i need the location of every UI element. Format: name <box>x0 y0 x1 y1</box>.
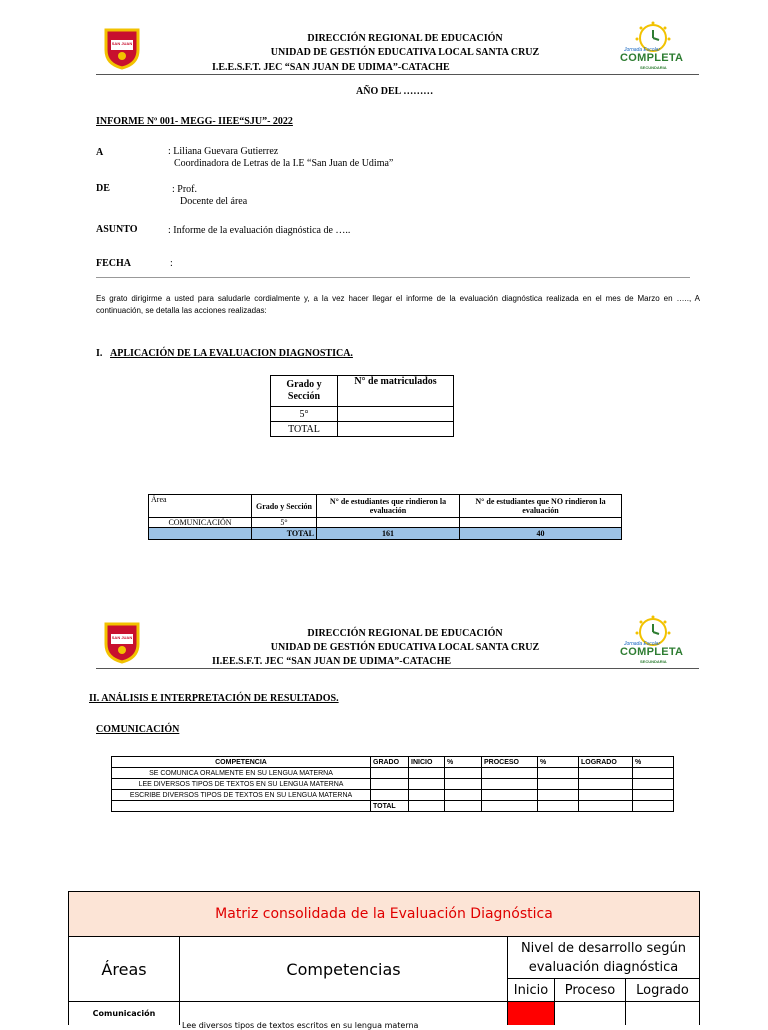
competency-header-row <box>112 757 674 768</box>
matrix-row1-logrado <box>626 1002 699 1025</box>
jec-logo-main-text-2: COMPLETA <box>620 646 684 658</box>
header-block-2 <box>200 627 610 655</box>
participation-total-row <box>149 528 622 540</box>
section1-number: I. <box>96 348 103 359</box>
jec-logo-right <box>618 20 688 72</box>
field-asunto-value: : Informe de la evaluación diagnóstica de ….. <box>168 225 351 236</box>
matrix-sub-logrado <box>626 979 699 1002</box>
matrix-row1-inicio <box>508 1002 555 1025</box>
header2-line-1: DIRECCIÓN REGIONAL DE EDUCACIÓN <box>307 628 503 639</box>
field-asunto-label: ASUNTO <box>96 224 138 235</box>
competency-row <box>112 790 674 801</box>
intro-paragraph: Es grato dirigirme a usted para saludarle cordialmente y, a la vez hacer llegar el informe de la evaluación diagnóstica realizada en el mes de Marzo en ….., A continuación, se detalla las acciones realizadas: <box>96 294 700 315</box>
competency-row-label: LEE DIVERSOS TIPOS DE TEXTOS EN SU LENGUA MATERNA <box>112 779 371 790</box>
field-a-line1: : Liliana Guevara Gutierrez <box>168 146 279 157</box>
jec-logo-right-2 <box>618 614 688 666</box>
matrix-areas-header <box>69 937 180 1002</box>
enrolment-total-value <box>338 422 454 437</box>
matrix-nivel-header <box>508 937 699 979</box>
enrolment-total-label: TOTAL <box>271 422 338 437</box>
field-a-label: A <box>96 147 104 158</box>
competency-col-proceso: PROCESO <box>482 757 538 768</box>
participation-row-no-rindieron <box>460 518 622 528</box>
school-logo-left-2 <box>102 620 142 664</box>
school-logo-text-2: SAN JUAN <box>111 635 133 640</box>
participation-row-grado: 5° <box>252 518 317 528</box>
section2-subtitle: COMUNICACIÓN <box>96 724 180 735</box>
field-de-label: DE <box>96 183 110 194</box>
competency-col-logrado-pct: % <box>633 757 674 768</box>
header-line-2: UNIDAD DE GESTIÓN EDUCATIVA LOCAL SANTA CRUZ <box>270 47 540 58</box>
competency-col-competencia: COMPETENCIA <box>112 757 371 768</box>
participation-row-area: COMUNICACIÓN <box>149 518 252 528</box>
competency-col-logrado: LOGRADO <box>579 757 633 768</box>
field-fecha-label: FECHA <box>96 258 131 269</box>
jec-logo-main-text: COMPLETA <box>620 52 684 64</box>
matrix-sub-proceso <box>555 979 626 1002</box>
jec-logo-bottom-text-2: SECUNDARIA <box>640 659 667 664</box>
school-logo-text: SAN JUAN <box>111 41 133 46</box>
jec-logo-bottom-text: SECUNDARIA <box>640 65 667 70</box>
participation-table <box>148 494 622 540</box>
participation-col-rindieron: N° de estudiantes que rindieron la evaluación <box>317 495 460 518</box>
competency-row <box>112 768 674 779</box>
matrix-table <box>68 891 700 1030</box>
header-line-3: I.E.E.S.F.T. JEC “SAN JUAN DE UDIMA”-CATACHE <box>212 62 450 73</box>
jec-logo-top-text: Jornada Escolar <box>624 47 661 53</box>
field-de-line1: : Prof. <box>172 184 197 195</box>
matrix-sub-proceso-label: Proceso <box>564 982 616 998</box>
competency-col-proceso-pct: % <box>538 757 579 768</box>
matrix-row1-proceso <box>555 1002 626 1025</box>
field-fecha-value: : <box>170 258 173 269</box>
header2-line-3: II.EE.S.F.T. JEC “SAN JUAN DE UDIMA”-CATACHE <box>212 656 452 667</box>
matrix-title: Matriz consolidada de la Evaluación Diagnóstica <box>215 906 553 922</box>
section1-title: APLICACIÓN DE LA EVALUACION DIAGNOSTICA. <box>110 348 353 359</box>
participation-row-rindieron <box>317 518 460 528</box>
matrix-row1-competencia: Lee diversos tipos de textos escritos en su lengua materna <box>182 1021 419 1030</box>
matrix-competencias-header <box>180 937 508 1002</box>
participation-total-empty <box>149 528 252 540</box>
matrix-col-competencias: Competencias <box>286 959 401 979</box>
participation-col-no-rindieron: N° de estudiantes que NO rindieron la evaluación <box>460 495 622 518</box>
enrolment-col-matriculados: N° de matriculados <box>338 376 454 407</box>
header2-line-2: UNIDAD DE GESTIÓN EDUCATIVA LOCAL SANTA CRUZ <box>270 642 540 653</box>
participation-col-area: Área <box>149 495 252 518</box>
matrix-sub-inicio <box>508 979 555 1002</box>
participation-total-rindieron: 161 <box>317 528 460 540</box>
enrolment-row-grade: 5° <box>271 407 338 422</box>
jec-logo-top-text-2: Jornada Escolar <box>624 641 661 647</box>
competency-row-label: ESCRIBE DIVERSOS TIPOS DE TEXTOS EN SU LENGUA MATERNA <box>112 790 371 801</box>
matrix-row1-area: Comunicación <box>92 1009 156 1018</box>
matrix-row1-comp-cell <box>180 1002 508 1030</box>
header-block-1 <box>200 32 610 60</box>
matrix-sub-logrado-label: Logrado <box>636 982 689 998</box>
enrolment-row-grade-value <box>338 407 454 422</box>
enrolment-table <box>270 375 454 437</box>
competency-table <box>111 756 674 812</box>
matrix-col-nivel: Nivel de desarrollo según evaluación diagnóstica <box>520 940 687 975</box>
competency-col-inicio: INICIO <box>409 757 445 768</box>
school-logo-left <box>102 26 142 70</box>
matrix-title-bar <box>69 892 699 937</box>
matrix-col-areas: Áreas <box>101 959 147 979</box>
enrolment-col-grado: Grado y Sección <box>271 376 338 407</box>
competency-row-label: SE COMUNICA ORALMENTE EN SU LENGUA MATERNA <box>112 768 371 779</box>
competency-col-inicio-pct: % <box>445 757 482 768</box>
competency-total-label: TOTAL <box>371 801 409 812</box>
participation-total-no-rindieron: 40 <box>460 528 622 540</box>
participation-col-grado: Grado y Sección <box>252 495 317 518</box>
report-title: INFORME Nº 001- MEGG- IIEE“SJU”- 2022 <box>96 116 293 127</box>
field-de-line2: Docente del área <box>180 196 248 207</box>
matrix-sub-inicio-label: Inicio <box>513 982 549 998</box>
competency-total-row <box>112 801 674 812</box>
field-a-line2: Coordinadora de Letras de la I.E “San Juan de Udima” <box>174 158 394 169</box>
matrix-row1-area-cell <box>69 1002 180 1025</box>
year-line: AÑO DEL ……… <box>356 86 434 97</box>
competency-row <box>112 779 674 790</box>
header-line-1: DIRECCIÓN REGIONAL DE EDUCACIÓN <box>307 33 503 44</box>
fields-divider <box>96 277 690 278</box>
header-divider-1 <box>96 74 699 75</box>
section2-title: II. ANÁLISIS E INTERPRETACIÓN DE RESULTADOS. <box>89 693 339 704</box>
header-divider-2 <box>96 668 699 669</box>
participation-total-label: TOTAL <box>252 528 317 540</box>
competency-col-grado: GRADO <box>371 757 409 768</box>
